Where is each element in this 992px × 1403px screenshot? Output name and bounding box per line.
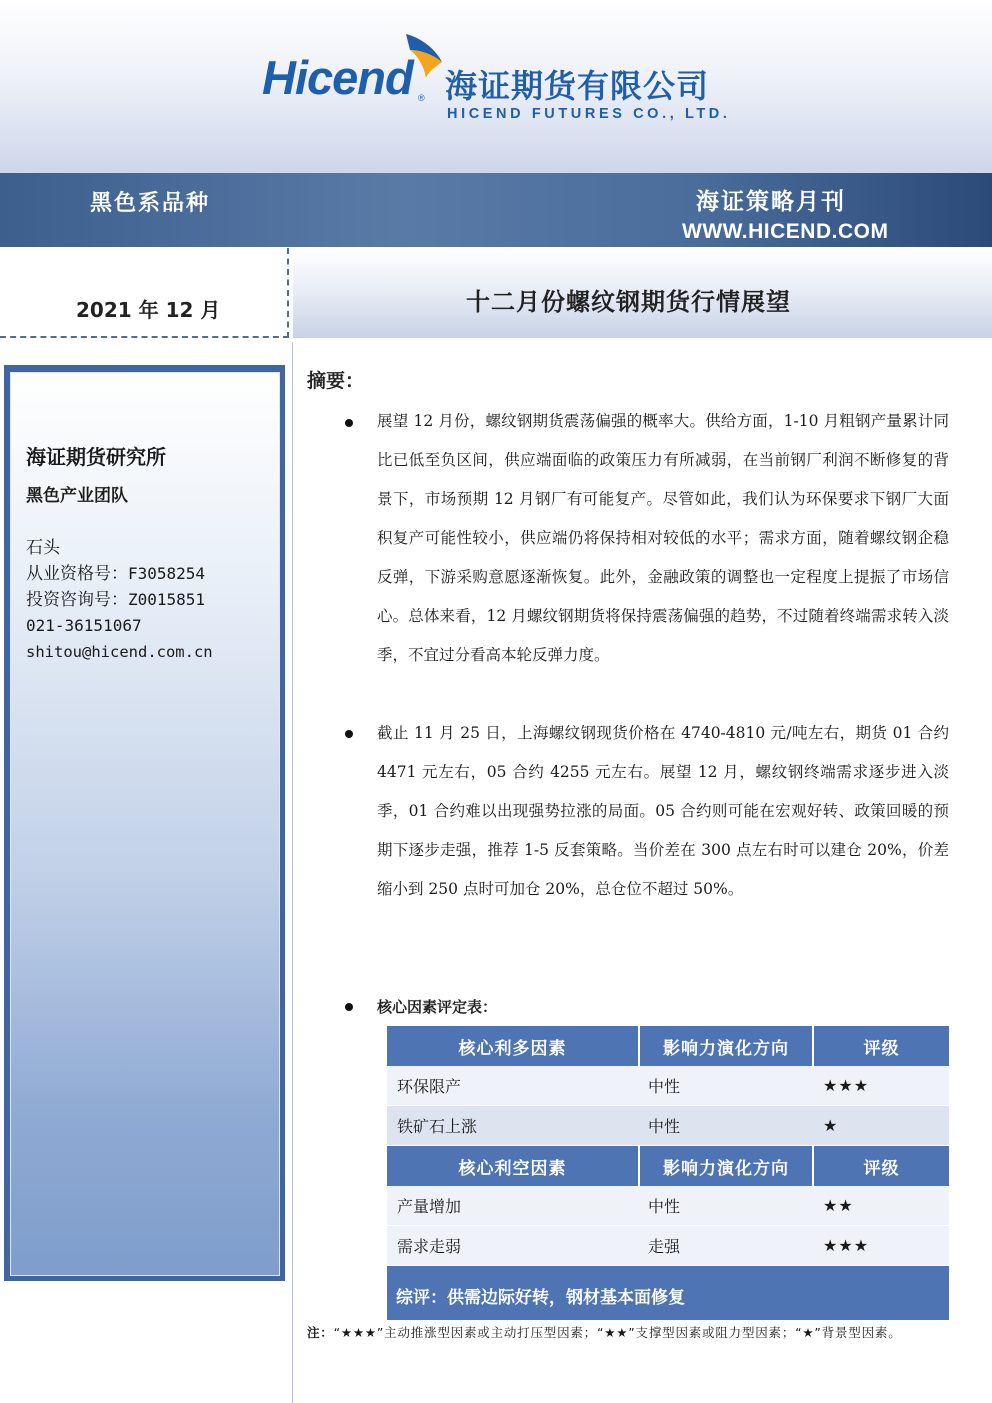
date-box bbox=[0, 248, 289, 338]
rating-cell: ★★ bbox=[813, 1186, 949, 1226]
summary-cell: 综评：供需边际好转，钢材基本面修复 bbox=[387, 1266, 949, 1321]
table-row bbox=[387, 1066, 949, 1106]
qualification-label: 从业资格号： bbox=[26, 564, 128, 584]
qualification-number: F3058254 bbox=[128, 564, 206, 583]
core-factors-table bbox=[387, 1026, 949, 1321]
phone-number: 021-36151067 bbox=[26, 616, 142, 635]
core-factors-label: 核心因素评定表： bbox=[377, 998, 498, 1016]
qualification-line bbox=[26, 566, 205, 583]
direction-cell: 中性 bbox=[639, 1186, 813, 1226]
footnote-text: “★★★”主动推涨型因素或主动打压型因素；“★★”支撑型因素或阻力型因素；“★”背景型因素。 bbox=[333, 1325, 902, 1340]
factor-cell: 环保限产 bbox=[387, 1066, 639, 1106]
bullet-icon bbox=[345, 730, 353, 738]
consult-number: Z0015851 bbox=[128, 590, 206, 609]
header-direction: 影响力演化方向 bbox=[639, 1026, 813, 1066]
table-summary-row bbox=[387, 1266, 949, 1321]
table-row bbox=[387, 1106, 949, 1146]
footnote bbox=[307, 1320, 949, 1346]
bullet-icon bbox=[345, 1003, 353, 1011]
summary-paragraph-1: 展望 12 月份，螺纹钢期货震荡偏强的概率大。供给方面，1-10 月粗钢产量累计同比已低至负区间，供应端面临的政策压力有所减弱，在当前钢厂利润不断修复的背景下，市场预期 12 月钢厂有可能复产。尽管如此，我们认为环保要求下钢厂大面积复产可能性较小，供应端仍将保持相对较低的水平；需求方面，随着螺纹钢企稳反弹，下游采购意愿逐渐恢复。此外，金融政策的调整也一定程度上提振了市场信心。总体来看，12 月螺纹钢期货将保持震荡偏强的趋势，不过随着终端需求转入淡季，不宜过分看高本轮反弹力度。 bbox=[377, 412, 949, 664]
company-name-en: HICEND FUTURES CO., LTD. bbox=[447, 106, 731, 122]
table-header-bull bbox=[387, 1026, 949, 1066]
category-label: 黑色系品种 bbox=[90, 191, 211, 216]
email-link[interactable]: shitou@hicend.com.cn bbox=[26, 643, 213, 661]
header-rating: 评级 bbox=[813, 1026, 949, 1066]
institute-name: 海证期货研究所 bbox=[26, 445, 166, 469]
rating-cell: ★★★ bbox=[813, 1226, 949, 1266]
analyst-name: 石头 bbox=[26, 538, 60, 558]
header-direction: 影响力演化方向 bbox=[639, 1146, 813, 1187]
report-date: 2021 年 12 月 bbox=[76, 298, 221, 322]
summary-heading: 摘要： bbox=[307, 370, 365, 392]
rating-cell: ★★★ bbox=[813, 1066, 949, 1106]
column-divider bbox=[292, 342, 293, 1403]
header-factor: 核心利空因素 bbox=[387, 1146, 639, 1187]
bullet-icon bbox=[345, 419, 353, 427]
consult-line bbox=[26, 592, 205, 609]
sidebar-panel bbox=[10, 372, 280, 1276]
header-rating: 评级 bbox=[813, 1146, 949, 1187]
factor-cell: 产量增加 bbox=[387, 1186, 639, 1226]
direction-cell: 走强 bbox=[639, 1226, 813, 1266]
table-header-bear bbox=[387, 1146, 949, 1187]
direction-cell: 中性 bbox=[639, 1106, 813, 1146]
direction-cell: 中性 bbox=[639, 1066, 813, 1106]
publication-title: 海证策略月刊 bbox=[696, 189, 846, 215]
website-link[interactable]: WWW.HICEND.COM bbox=[682, 220, 889, 243]
registered-mark: ® bbox=[418, 93, 425, 103]
rating-cell: ★ bbox=[813, 1106, 949, 1146]
summary-paragraph-2: 截止 11 月 25 日，上海螺纹钢现货价格在 4740-4810 元/吨左右，期货 01 合约 4471 元左右，05 合约 4255 元左右。展望 12 月，螺纹钢终端需求逐步进入淡季，01 合约难以出现强势拉涨的局面。05 合约则可能在宏观好转、政策回暖的预期下逐步走强，推荐 1-5 反套策略。当价差在 300 点左右时可以建仓 20%，价差缩小到 250 点时可加仓 20%，总仓位不超过 50%。 bbox=[377, 724, 949, 898]
table-row bbox=[387, 1186, 949, 1226]
footnote-label: 注： bbox=[307, 1325, 334, 1340]
company-name-cn: 海证期货有限公司 bbox=[445, 67, 710, 105]
factor-cell: 需求走弱 bbox=[387, 1226, 639, 1266]
header-factor: 核心利多因素 bbox=[387, 1026, 639, 1066]
factor-cell: 铁矿石上涨 bbox=[387, 1106, 639, 1146]
table-row bbox=[387, 1226, 949, 1266]
consult-label: 投资咨询号： bbox=[26, 590, 128, 610]
report-title: 十二月份螺纹钢期货行情展望 bbox=[466, 288, 791, 316]
logo-wordmark: Hicend bbox=[262, 51, 413, 104]
team-name: 黑色产业团队 bbox=[26, 486, 128, 506]
